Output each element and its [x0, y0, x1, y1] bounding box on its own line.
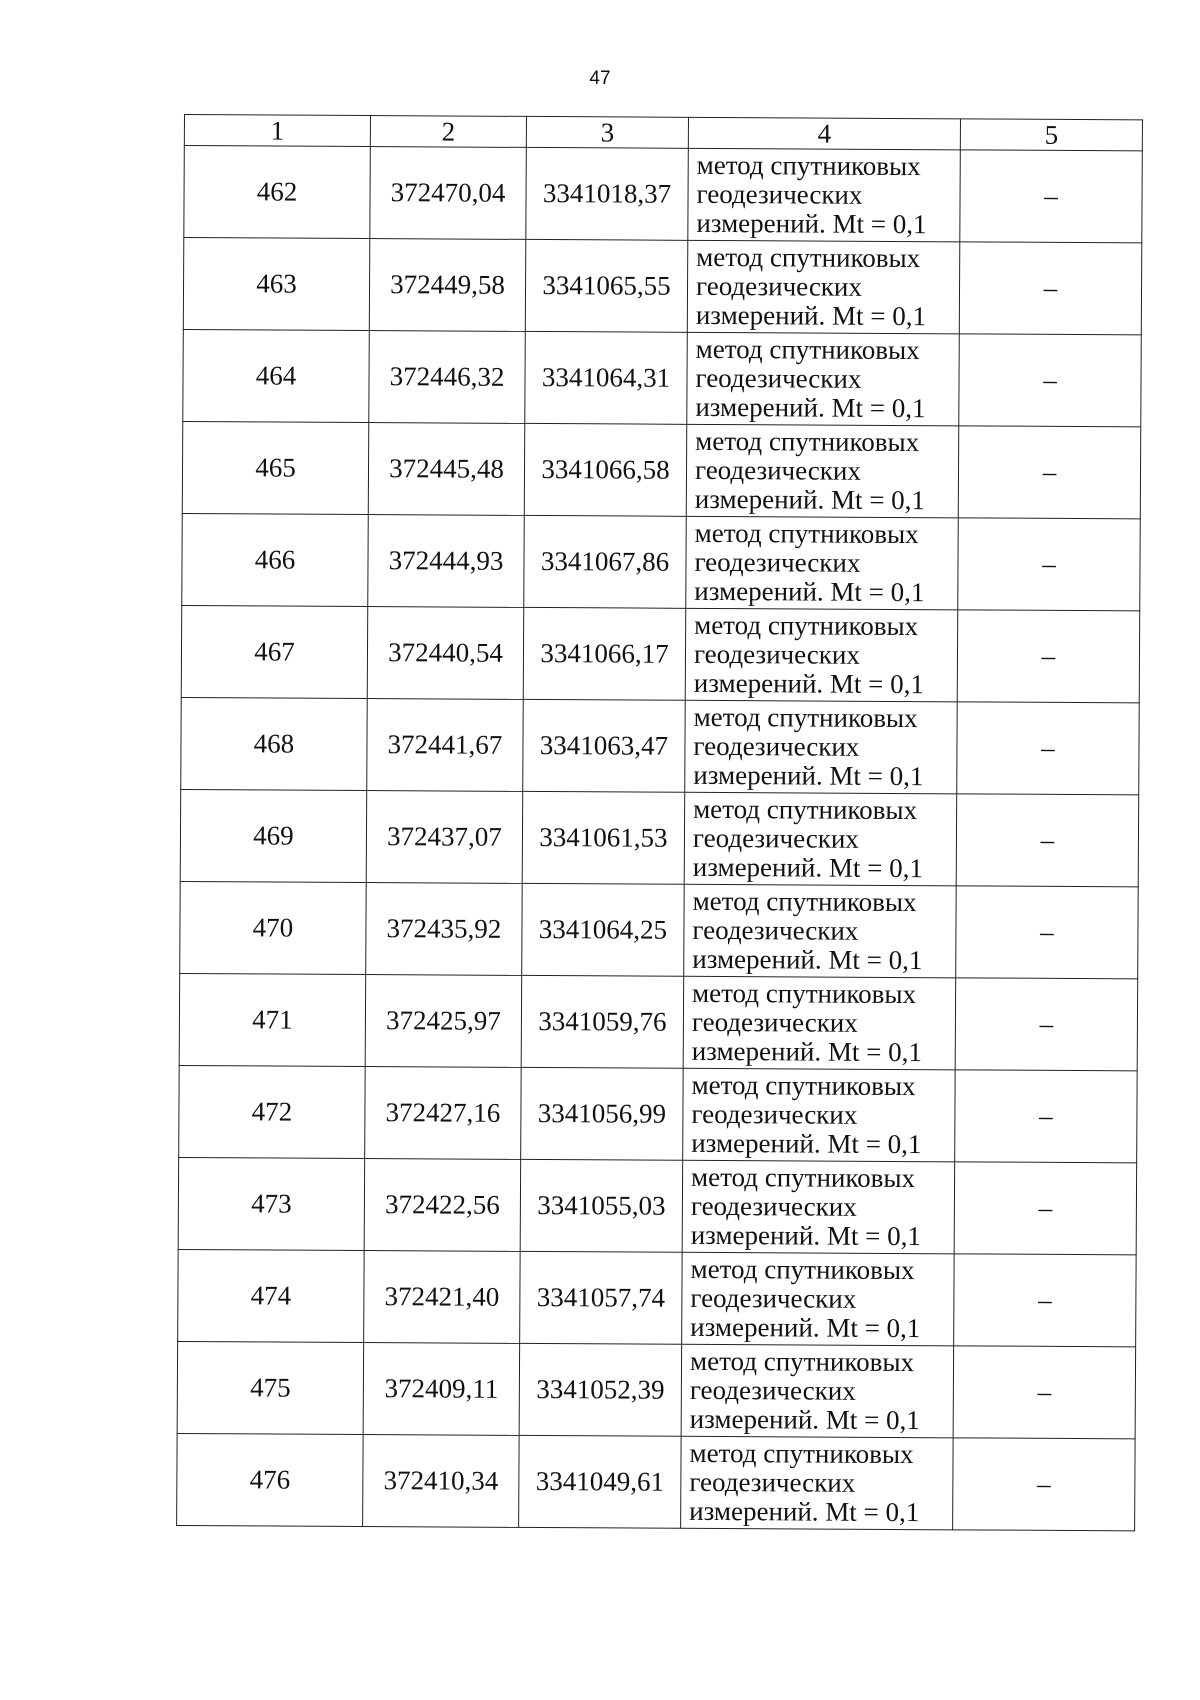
method-line: измерений. Mt = 0,1: [689, 1403, 920, 1436]
method-cell: [685, 700, 958, 794]
x-coordinate-cell: 372410,34: [363, 1435, 520, 1528]
y-coordinate-cell: 3341063,47: [523, 699, 686, 792]
header-col-1: 1: [184, 115, 370, 147]
method-line: геодезических: [689, 1374, 856, 1406]
method-line: метод спутниковых: [696, 149, 921, 182]
method-cell: [683, 1068, 956, 1162]
table-row: [177, 1341, 1135, 1438]
header-col-5: 5: [960, 119, 1142, 151]
method-line: геодезических: [691, 1098, 858, 1130]
table-row: [180, 881, 1138, 978]
x-coordinate-cell: 372444,93: [368, 515, 525, 608]
y-coordinate-cell: 3341049,61: [519, 1435, 682, 1528]
header-col-3: 3: [526, 116, 688, 148]
point-number-cell: 475: [177, 1341, 364, 1434]
method-line: геодезических: [693, 638, 860, 670]
table-body: [177, 146, 1143, 1531]
x-coordinate-cell: 372421,40: [364, 1251, 521, 1344]
table-row: [181, 697, 1139, 794]
method-line: измерений. Mt = 0,1: [690, 1219, 921, 1252]
method-cell: [686, 424, 959, 518]
method-cell: [682, 1160, 955, 1254]
method-line: геодезических: [691, 1006, 858, 1038]
y-coordinate-cell: 3341061,53: [522, 791, 685, 884]
method-line: измерений. Mt = 0,1: [691, 1127, 922, 1160]
y-coordinate-cell: 3341052,39: [519, 1343, 682, 1436]
method-cell: [681, 1344, 954, 1438]
point-number-cell: 473: [178, 1157, 365, 1250]
y-coordinate-cell: 3341065,55: [525, 239, 688, 332]
method-cell: [686, 516, 959, 610]
note-cell: –: [958, 518, 1141, 611]
method-line: измерений. Mt = 0,1: [692, 943, 923, 976]
note-cell: –: [955, 1070, 1138, 1163]
point-number-cell: 467: [181, 605, 368, 698]
note-cell: –: [956, 794, 1139, 887]
x-coordinate-cell: 372425,97: [365, 975, 522, 1068]
method-line: геодезических: [692, 822, 859, 854]
method-cell: [685, 608, 958, 702]
x-coordinate-cell: 372449,58: [369, 239, 526, 332]
y-coordinate-cell: 3341057,74: [520, 1251, 683, 1344]
note-cell: –: [955, 978, 1138, 1071]
note-cell: –: [959, 242, 1142, 335]
method-line: метод спутниковых: [691, 1069, 916, 1102]
method-line: метод спутниковых: [693, 793, 918, 826]
point-number-cell: 472: [179, 1065, 366, 1158]
method-cell: [687, 240, 960, 334]
method-line: измерений. Mt = 0,1: [693, 759, 924, 792]
method-cell: [681, 1436, 954, 1530]
point-number-cell: 470: [180, 881, 367, 974]
point-number-cell: 463: [183, 238, 370, 331]
method-line: метод спутниковых: [689, 1345, 915, 1378]
method-line: метод спутниковых: [694, 609, 919, 642]
y-coordinate-cell: 3341055,03: [520, 1159, 683, 1252]
note-cell: –: [959, 334, 1142, 427]
method-line: геодезических: [692, 914, 859, 946]
note-cell: –: [958, 426, 1141, 519]
method-line: метод спутниковых: [695, 425, 920, 458]
note-cell: –: [954, 1162, 1137, 1255]
method-line: метод спутниковых: [690, 1161, 916, 1194]
y-coordinate-cell: 3341066,58: [524, 423, 687, 516]
method-line: измерений. Mt = 0,1: [693, 667, 925, 700]
method-line: метод спутниковых: [695, 333, 920, 366]
y-coordinate-cell: 3341018,37: [526, 147, 689, 240]
method-line: метод спутниковых: [693, 701, 918, 734]
x-coordinate-cell: 372409,11: [363, 1343, 520, 1436]
method-line: измерений. Mt = 0,1: [690, 1311, 921, 1344]
method-line: геодезических: [690, 1190, 857, 1222]
method-cell: [682, 1252, 955, 1346]
table-row: [183, 238, 1141, 335]
method-line: измерений. Mt = 0,1: [689, 1495, 920, 1528]
method-cell: [687, 332, 960, 426]
y-coordinate-cell: 3341064,31: [525, 331, 688, 424]
table-row: [177, 1433, 1135, 1530]
point-number-cell: 464: [183, 329, 370, 422]
method-cell: [683, 976, 956, 1070]
method-line: измерений. Mt = 0,1: [696, 207, 927, 240]
y-coordinate-cell: 3341056,99: [521, 1067, 684, 1160]
method-line: метод спутниковых: [689, 1437, 914, 1470]
table-row: [184, 146, 1142, 243]
point-number-cell: 474: [178, 1249, 365, 1342]
table-row: [182, 421, 1140, 518]
header-col-4: 4: [688, 117, 960, 150]
method-line: геодезических: [695, 362, 862, 394]
method-line: геодезических: [694, 454, 861, 486]
method-line: измерений. Mt = 0,1: [692, 851, 924, 884]
method-line: геодезических: [696, 178, 863, 210]
method-line: геодезических: [693, 730, 860, 762]
point-number-cell: 471: [179, 973, 366, 1066]
method-cell: [684, 792, 957, 886]
point-number-cell: 476: [177, 1433, 364, 1526]
method-cell: [688, 148, 961, 242]
point-number-cell: 465: [182, 421, 369, 514]
point-number-cell: 462: [184, 146, 371, 239]
x-coordinate-cell: 372446,32: [369, 331, 526, 424]
method-line: измерений. Mt = 0,1: [691, 1035, 922, 1068]
method-line: метод спутниковых: [692, 977, 917, 1010]
method-line: измерений. Mt = 0,1: [695, 391, 926, 424]
method-cell: [684, 884, 957, 978]
x-coordinate-cell: 372440,54: [367, 607, 524, 700]
note-cell: –: [953, 1438, 1136, 1531]
table-row: [178, 1249, 1136, 1346]
method-line: геодезических: [689, 1466, 856, 1498]
header-col-2: 2: [370, 116, 526, 148]
y-coordinate-cell: 3341064,25: [522, 883, 685, 976]
note-cell: –: [957, 702, 1140, 795]
page-number: 47: [589, 68, 611, 89]
method-line: геодезических: [694, 546, 861, 578]
table-row: [178, 1157, 1136, 1254]
note-cell: –: [954, 1254, 1137, 1347]
x-coordinate-cell: 372441,67: [367, 699, 524, 792]
method-line: геодезических: [690, 1282, 857, 1314]
note-cell: –: [957, 610, 1140, 703]
table-row: [183, 329, 1141, 426]
method-line: метод спутниковых: [696, 241, 921, 274]
point-number-cell: 469: [180, 789, 367, 882]
x-coordinate-cell: 372422,56: [364, 1159, 521, 1252]
method-line: измерений. Mt = 0,1: [695, 299, 927, 332]
x-coordinate-cell: 372445,48: [368, 423, 525, 516]
method-line: измерений. Mt = 0,1: [694, 575, 925, 608]
note-cell: –: [953, 1346, 1136, 1439]
method-line: метод спутниковых: [692, 885, 917, 918]
method-line: метод спутниковых: [694, 517, 919, 550]
x-coordinate-cell: 372470,04: [370, 147, 527, 240]
method-line: геодезических: [695, 270, 863, 302]
x-coordinate-cell: 372437,07: [366, 791, 523, 884]
table-row: [182, 513, 1140, 610]
note-cell: –: [956, 886, 1139, 979]
x-coordinate-cell: 372435,92: [366, 883, 523, 976]
coordinates-table: [176, 114, 1143, 1531]
note-cell: –: [960, 150, 1143, 243]
table-row: [181, 605, 1139, 702]
method-line: метод спутниковых: [690, 1253, 915, 1286]
y-coordinate-cell: 3341059,76: [521, 975, 684, 1068]
table-row: [180, 789, 1138, 886]
method-line: измерений. Mt = 0,1: [694, 483, 926, 516]
point-number-cell: 468: [181, 697, 368, 790]
y-coordinate-cell: 3341067,86: [524, 515, 687, 608]
table-row: [179, 1065, 1137, 1162]
y-coordinate-cell: 3341066,17: [523, 607, 686, 700]
x-coordinate-cell: 372427,16: [365, 1067, 522, 1160]
table-row: [179, 973, 1137, 1070]
point-number-cell: 466: [182, 513, 369, 606]
